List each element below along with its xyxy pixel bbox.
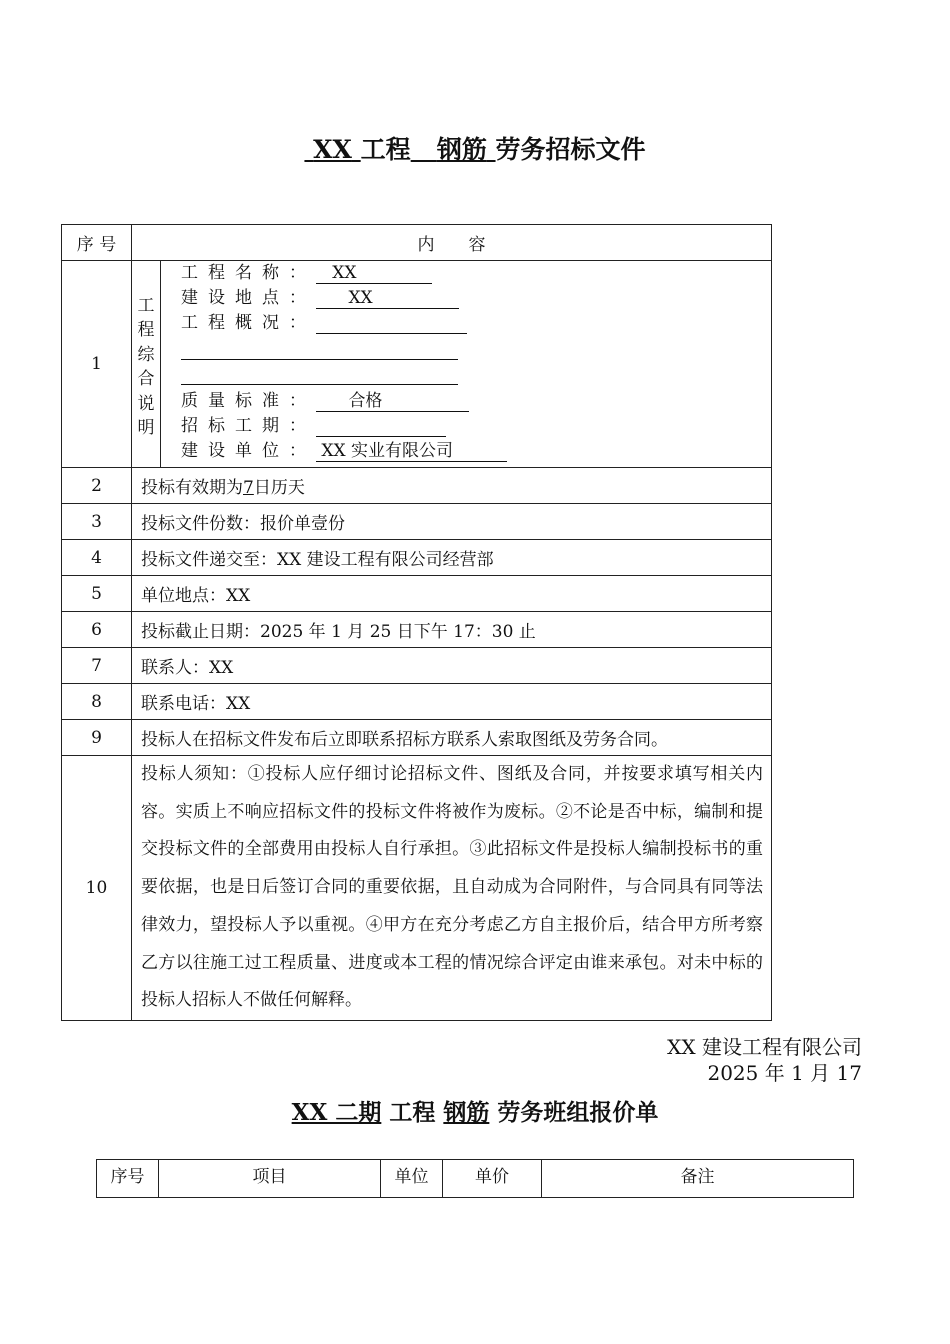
field-value: XX 实业有限公司 — [316, 441, 507, 462]
quote-table — [96, 1159, 854, 1198]
table-row — [62, 540, 772, 576]
side-label-char: 工 — [137, 295, 155, 316]
quote-header-remarks: 备注 — [542, 1160, 854, 1198]
info-field — [181, 311, 771, 336]
quote-header-price: 单价 — [443, 1160, 542, 1198]
row-number: 1 — [62, 261, 132, 468]
quote-title-project: XX 二期 — [291, 1099, 382, 1126]
field-value — [316, 416, 446, 437]
quote-header-row — [97, 1160, 854, 1198]
table-row-project-info — [62, 261, 772, 468]
row-content: 投标文件递交至：XX 建设工程有限公司经营部 — [132, 540, 772, 576]
side-label-char: 综 — [137, 344, 155, 365]
title-doc-type: 劳务招标文件 — [495, 135, 646, 164]
row-content: 投标人在招标文件发布后立即联系招标方联系人索取图纸及劳务合同。 — [132, 720, 772, 756]
title-project-word: 工程 — [360, 135, 411, 164]
field-label: 工程概况： — [181, 313, 316, 333]
header-number: 序 号 — [62, 225, 132, 261]
row-number: 6 — [62, 612, 132, 648]
field-label: 质量标准： — [181, 391, 316, 411]
blank-line — [181, 339, 458, 360]
quote-title — [0, 1094, 950, 1127]
company-name: XX 建设工程有限公司 — [667, 1035, 862, 1059]
row-number: 7 — [62, 648, 132, 684]
info-field — [181, 414, 771, 439]
info-field — [181, 286, 771, 311]
field-label: 工程名称： — [181, 263, 316, 283]
quote-header-item: 项目 — [159, 1160, 381, 1198]
quote-header-unit: 单位 — [381, 1160, 443, 1198]
field-label: 建设单位： — [181, 441, 316, 461]
field-value: XX — [316, 288, 459, 309]
blank-line — [181, 364, 458, 385]
table-row — [62, 720, 772, 756]
field-value — [316, 313, 467, 334]
info-field — [181, 439, 771, 464]
row-content: 投标截止日期：2025 年 1 月 25 日下午 17：30 止 — [132, 612, 772, 648]
signature-block — [667, 1034, 862, 1086]
row-number: 8 — [62, 684, 132, 720]
side-label-char: 合 — [137, 369, 155, 389]
validity-period: 投标有效期为7日历天 — [132, 468, 772, 504]
title-trade: 钢筋 — [436, 135, 487, 164]
quote-title-word: 工程 — [389, 1099, 436, 1126]
info-field — [181, 261, 771, 286]
row-content: 投标文件份数：报价单壹份 — [132, 504, 772, 540]
field-label: 招标工期： — [181, 416, 316, 436]
validity-days: 7 — [243, 478, 254, 498]
row-number: 10 — [62, 756, 132, 1021]
field-value: 合格 — [316, 391, 469, 412]
side-label-char: 说 — [137, 393, 155, 414]
document-title — [0, 130, 950, 166]
field-label: 建设地点： — [181, 288, 316, 308]
row-number: 2 — [62, 468, 132, 504]
header-content: 内 容 — [132, 225, 772, 261]
side-label-char: 程 — [137, 320, 155, 340]
row-number: 9 — [62, 720, 132, 756]
row-number: 3 — [62, 504, 132, 540]
row-content: 联系人：XX — [132, 648, 772, 684]
row-number: 5 — [62, 576, 132, 612]
title-project-name: XX — [313, 135, 352, 164]
table-row — [62, 684, 772, 720]
issue-date: 2025 年 1 月 17 — [707, 1061, 862, 1085]
project-summary-label — [132, 261, 161, 467]
table-row — [62, 576, 772, 612]
table-row — [62, 648, 772, 684]
row-number: 4 — [62, 540, 132, 576]
bidder-notice: 投标人须知：①投标人应仔细讨论招标文件、图纸及合同，并按要求填写相关内容。实质上不响应招标文件的投标文件将被作为废标。②不论是否中标，编制和提交投标文件的全部费用由投标人自行承担。③此招标文件是投标人编制投标书的重要依据，也是日后签订合同的重要依据，且自动成为合同附件，与合同具有同等法律效力，望投标人予以重视。④甲方在充分考虑乙方自主报价后，结合甲方所考察乙方以往施工过工程质量、进度或本工程的情况综合评定由谁来承包。对未中标的投标人招标人不做任何解释。 — [132, 756, 772, 1021]
quote-title-trade: 钢筋 — [443, 1099, 490, 1126]
info-field — [181, 389, 771, 414]
table-row — [62, 612, 772, 648]
table-header-row — [62, 225, 772, 261]
tender-table — [61, 224, 772, 1021]
side-label-char: 明 — [137, 418, 155, 438]
field-value: XX — [316, 263, 432, 284]
table-row — [62, 468, 772, 504]
row-content: 单位地点：XX — [132, 576, 772, 612]
project-info-fields — [161, 261, 772, 467]
quote-header-number: 序号 — [97, 1160, 159, 1198]
table-row — [62, 504, 772, 540]
quote-title-doc-type: 劳务班组报价单 — [497, 1099, 659, 1126]
row-content: 联系电话：XX — [132, 684, 772, 720]
table-row-notice — [62, 756, 772, 1021]
